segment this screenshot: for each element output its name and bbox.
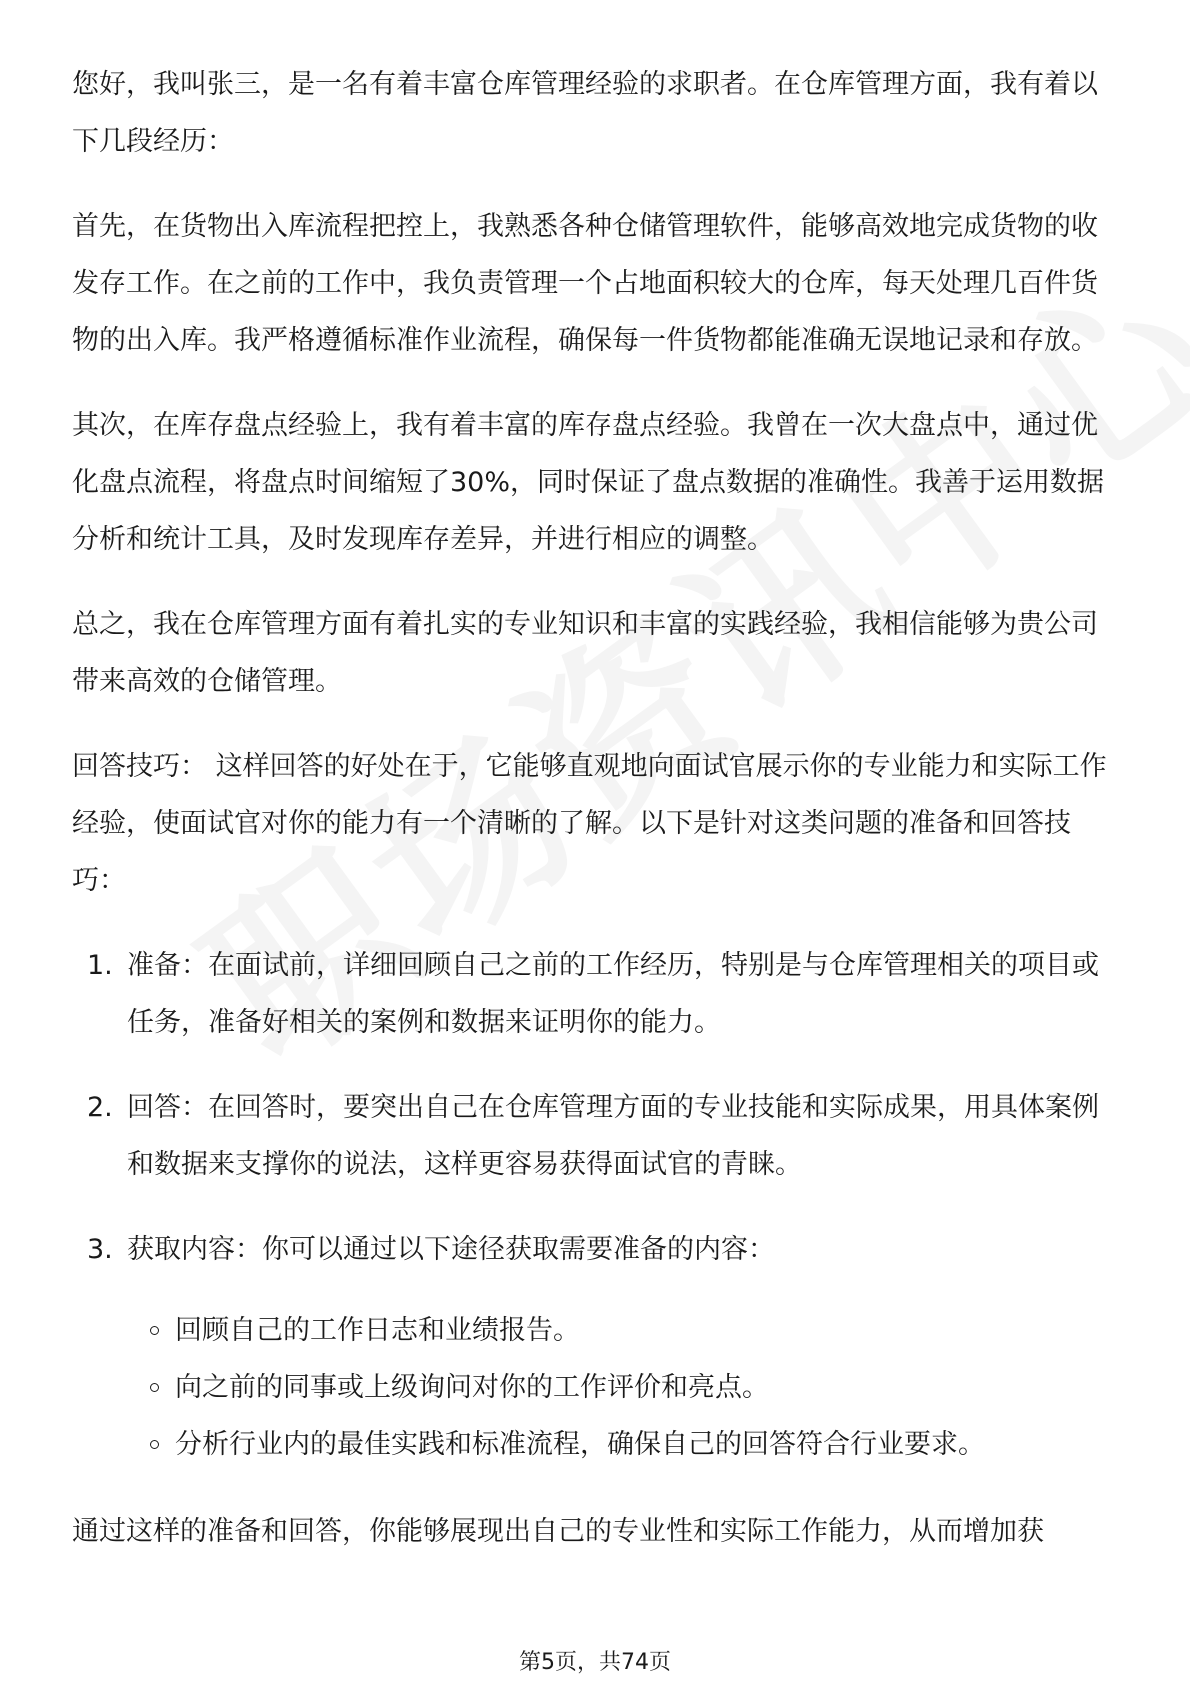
tips-list-item bbox=[72, 1221, 1118, 1473]
sources-list-item bbox=[127, 1416, 1118, 1473]
sources-item-text: 回顾自己的工作日志和业绩报告。 bbox=[175, 1315, 580, 1346]
circle-bullet-icon bbox=[150, 1383, 159, 1392]
closing-paragraph: 通过这样的准备和回答，你能够展现出自己的专业性和实际工作能力，从而增加获 bbox=[72, 1516, 1044, 1547]
list-number: 3. bbox=[87, 1234, 113, 1265]
circle-bullet-icon bbox=[150, 1440, 159, 1449]
list-item-text: 回答：在回答时，要突出自己在仓库管理方面的专业技能和实际成果，用具体案例和数据来支撑你的说法，这样更容易获得面试官的青睐。 bbox=[127, 1092, 1099, 1180]
tips-list-item bbox=[72, 937, 1118, 1051]
list-number: 1. bbox=[87, 950, 113, 981]
tips-list bbox=[72, 937, 1118, 1473]
circle-bullet-icon bbox=[150, 1326, 159, 1335]
list-item-text: 获取内容：你可以通过以下途径获取需要准备的内容： bbox=[127, 1234, 775, 1265]
sources-list-item bbox=[127, 1359, 1118, 1416]
inbound-outbound-paragraph: 首先，在货物出入库流程把控上，我熟悉各种仓储管理软件，能够高效地完成货物的收发存工作。在之前的工作中，我负责管理一个占地面积较大的仓库，每天处理几百件货物的出入库。我严格遵循标准作业流程，确保每一件货物都能准确无误地记录和存放。 bbox=[72, 211, 1098, 356]
sources-sublist bbox=[127, 1302, 1118, 1473]
list-item-text: 准备：在面试前，详细回顾自己之前的工作经历，特别是与仓库管理相关的项目或任务，准备好相关的案例和数据来证明你的能力。 bbox=[127, 950, 1099, 1038]
page-number-footer: 第5页，共74页 bbox=[519, 1650, 671, 1675]
summary-paragraph: 总之，我在仓库管理方面有着扎实的专业知识和丰富的实践经验，我相信能够为贵公司带来高效的仓储管理。 bbox=[72, 609, 1098, 697]
answer-tips-paragraph: 回答技巧： 这样回答的好处在于，它能够直观地向面试官展示你的专业能力和实际工作经验，使面试官对你的能力有一个清晰的了解。以下是针对这类问题的准备和回答技巧： bbox=[72, 751, 1107, 896]
sources-item-text: 向之前的同事或上级询问对你的工作评价和亮点。 bbox=[175, 1372, 769, 1403]
document-body bbox=[72, 56, 1118, 1588]
tips-list-item bbox=[72, 1079, 1118, 1193]
intro-paragraph: 您好，我叫张三，是一名有着丰富仓库管理经验的求职者。在仓库管理方面，我有着以下几段经历： bbox=[72, 69, 1098, 157]
list-number: 2. bbox=[87, 1092, 113, 1123]
inventory-paragraph: 其次，在库存盘点经验上，我有着丰富的库存盘点经验。我曾在一次大盘点中，通过优化盘点流程，将盘点时间缩短了30%，同时保证了盘点数据的准确性。我善于运用数据分析和统计工具，及时发现库存差异，并进行相应的调整。 bbox=[72, 410, 1105, 555]
sources-item-text: 分析行业内的最佳实践和标准流程，确保自己的回答符合行业要求。 bbox=[175, 1429, 985, 1460]
sources-list-item bbox=[127, 1302, 1118, 1359]
